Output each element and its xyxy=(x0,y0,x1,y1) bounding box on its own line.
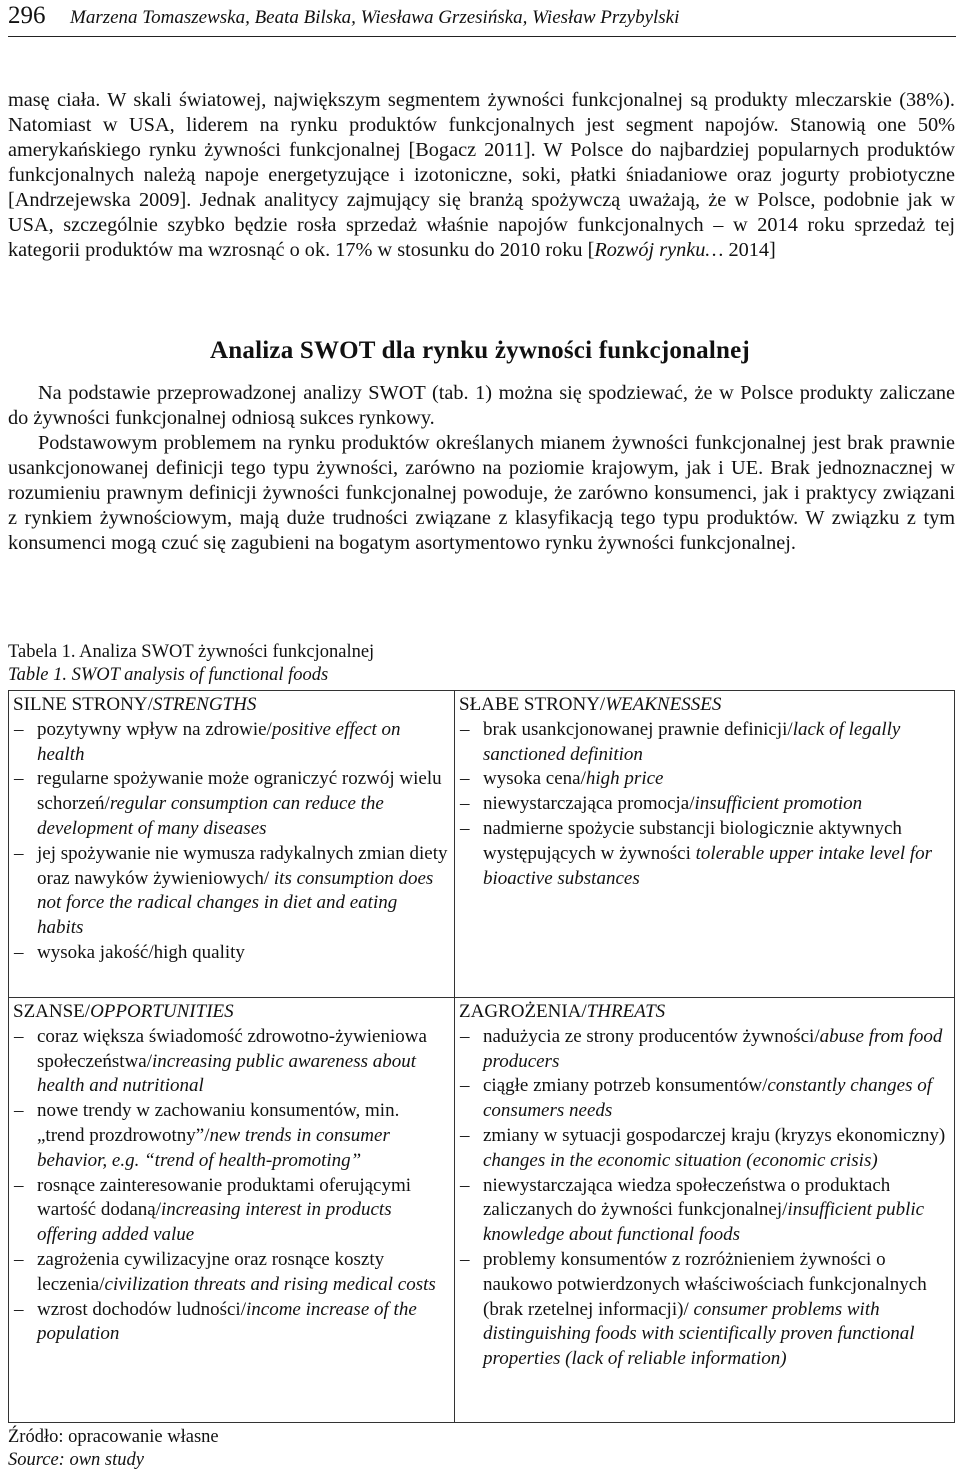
threats-title: ZAGROŻENIA/THREATS xyxy=(459,1001,666,1022)
table-caption-pl: Tabela 1. Analiza SWOT żywności funkcjonalnej xyxy=(8,642,375,662)
table-source xyxy=(8,1426,219,1472)
body-paragraph-1 xyxy=(8,88,955,263)
page-number: 296 xyxy=(8,2,46,29)
strengths-list xyxy=(13,718,448,966)
opportunities-list xyxy=(13,1025,448,1347)
body-paragraph-3: Podstawowym problemem na rynku produktów określanych mianem żywności funkcjonalnej jest brak prawnie usankcjonowanej definicji tego typu żywności, zarówno na poziomie krajowym, jak i UE. Brak jednoznacznej w rozumieniu prawnym definicji żywności funkcjonalnej powoduje, że zarówno konsumenci, jak i praktycy związani z rynkiem żywnościowym, mają duże trudności związane z klasyfikacją tego typu produktów. W związku z tym konsumenci mogą czuć się zagubieni na bogatym asortymentowo rynku żywności funkcjonalnej. xyxy=(8,432,955,554)
body-paragraph-2: Na podstawie przeprowadzonej analizy SWOT (tab. 1) można się spodziewać, że w Polsce produkty zaliczane do żywności funkcjonalnej odniosą sukces rynkowy. xyxy=(8,382,955,429)
running-head xyxy=(8,2,956,37)
list-item: – zmiany w sytuacji gospodarczej kraju (kryzys ekonomiczny) changes in the economic situation (economic crisis) xyxy=(459,1124,948,1174)
paragraph-text: masę ciała. W skali światowej, największym segmentem żywności funkcjonalnej są produkty mleczarskie (38%). Natomiast w USA, liderem na rynku produktów funkcjonalnych jest segment napojów. Stanowią one 50% amerykańskiego rynku żywności funkcjonalnej [Bogacz 2011]. W Polsce do najbardziej popularnych produktów funkcjonalnych należą napoje energetyzujące i izotoniczne, soki, płatki śniadaniowe oraz jogurty probiotyczne [Andrzejewska 2009]. Jednak analitycy zajmujący się branżą spożywczą uważają, że w Polsce, podobnie jak w USA, szczególnie szybko będzie rosła sprzedaż właśnie napojów funkcjonalnych – w 2014 roku sprzedaż tej kategorii produktów ma wzrosnąć o ok. 17% w stosunku do 2010 roku [ xyxy=(8,89,955,261)
table-caption xyxy=(8,641,374,687)
running-head-authors: Marzena Tomaszewska, Beata Bilska, Wiesława Grzesińska, Wiesław Przybylski xyxy=(70,7,680,28)
threats-list xyxy=(459,1025,948,1372)
list-item: – regularne spożywanie może ograniczyć rozwój wielu schorzeń/regular consumption can reduce the development of many diseases xyxy=(13,767,448,841)
list-item: – niewystarczająca wiedza społeczeństwa o produktach zaliczanych do żywności funkcjonalnej/insufficient public knowledge about functional foods xyxy=(459,1174,948,1248)
swot-cell-threats xyxy=(455,998,955,1423)
list-item: – jej spożywanie nie wymusza radykalnych zmian diety oraz nawyków żywieniowych/ its consumption does not force the radical changes in diet and eating habits xyxy=(13,842,448,941)
list-item: – wysoka cena/high price xyxy=(459,767,948,792)
weaknesses-list xyxy=(459,718,948,892)
source-pl: Źródło: opracowanie własne xyxy=(8,1427,219,1447)
list-item: – wzrost dochodów ludności/income increase of the population xyxy=(13,1298,448,1348)
list-item: – zagrożenia cywilizacyjne oraz rosnące koszty leczenia/civilization threats and rising medical costs xyxy=(13,1248,448,1298)
weaknesses-title: SŁABE STRONY/WEAKNESSES xyxy=(459,694,722,715)
citation-italic: Rozwój rynku… xyxy=(594,239,724,261)
list-item: – ciągłe zmiany potrzeb konsumentów/constantly changes of consumers needs xyxy=(459,1074,948,1124)
list-item: – nowe trendy w zachowaniu konsumentów, min. „trend prozdrowotny”/new trends in consumer behavior, e.g. “trend of health-promoting” xyxy=(13,1099,448,1173)
body-paragraphs-swot xyxy=(8,381,955,556)
swot-cell-opportunities xyxy=(9,998,455,1423)
swot-cell-weaknesses xyxy=(455,691,955,998)
section-title: Analiza SWOT dla rynku żywności funkcjonalnej xyxy=(210,337,750,364)
swot-table xyxy=(8,690,955,1423)
list-item: – coraz większa świadomość zdrowotno-żywieniowa społeczeństwa/increasing public awareness about health and nutritional xyxy=(13,1025,448,1099)
strengths-title: SILNE STRONY/STRENGTHS xyxy=(13,694,257,715)
list-item: – brak usankcjonowanej prawnie definicji/lack of legally sanctioned definition xyxy=(459,718,948,768)
source-en: Source: own study xyxy=(8,1450,144,1470)
list-item: – nadużycia ze strony producentów żywności/abuse from food producers xyxy=(459,1025,948,1075)
list-item: – nadmierne spożycie substancji biologicznie aktywnych występujących w żywności tolerable upper intake level for bioactive substances xyxy=(459,817,948,891)
list-item: – niewystarczająca promocja/insufficient promotion xyxy=(459,792,948,817)
list-item: – problemy konsumentów z rozróżnieniem żywności o naukowo potwierdzonych właściwościach funkcjonalnych (brak rzetelnej informacji)/ consumer problems with distinguishing foods with scientifically proven functional properties (lack of reliable information) xyxy=(459,1248,948,1372)
table-caption-en: Table 1. SWOT analysis of functional foods xyxy=(8,665,329,685)
list-item: – pozytywny wpływ na zdrowie/positive effect on health xyxy=(13,718,448,768)
paragraph-text-end: 2014] xyxy=(723,239,776,261)
list-item: – rosnące zainteresowanie produktami oferującymi wartość dodaną/increasing interest in products offering added value xyxy=(13,1174,448,1248)
swot-cell-strengths xyxy=(9,691,455,998)
list-item: – wysoka jakość/high quality xyxy=(13,941,448,966)
opportunities-title: SZANSE/OPPORTUNITIES xyxy=(13,1001,234,1022)
